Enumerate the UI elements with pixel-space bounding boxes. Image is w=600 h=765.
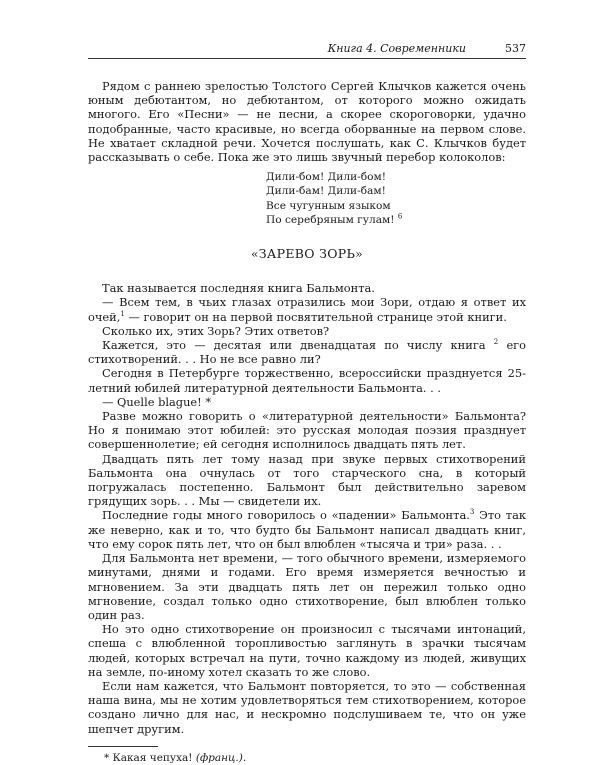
paragraph: [88, 281, 526, 295]
verse-line: Дили-бам! Дили-бам!: [266, 185, 386, 198]
paragraph-text: Для Бальмонта нет времени, — того обычного времени, измеряемого минутами, днями и годами. Его время измеряется вечностью и мгновением. За эти двадцать пять лет он пережил только одно мгновение, создал только одно стихотворение, был влюблен только один раз.: [88, 551, 526, 622]
header-title: Книга 4. Современники: [327, 42, 466, 55]
paragraph-text: Но это одно стихотворение он произносил с тысячами интонаций, спеша с влюбленной торопливостью заглянуть в зрачки тысячам людей, которых встречал на пути, точно каждому из людей, живущих на земле, по-иному хотел сказать то же слово.: [88, 622, 526, 679]
paragraph-text: — Всем тем, в чьих глазах отразились мои Зори, отдаю я ответ их очей,: [88, 295, 526, 324]
paragraph-text: Последние годы много говорилось о «падении» Бальмонта.: [102, 508, 470, 523]
paragraph: [88, 679, 526, 736]
paragraph-text: его стихотворений. . . Но не все равно ли?: [88, 338, 527, 367]
paragraph-text: Сколько их, этих Зорь? Этих ответов?: [102, 323, 330, 338]
paragraph: [88, 366, 526, 394]
paragraph-text: — говорит он на первой посвятительной странице этой книги.: [124, 309, 507, 324]
paragraph: [88, 622, 526, 679]
paragraph: [88, 452, 526, 509]
paragraph: [88, 508, 526, 551]
verse-line: Дили-бом! Дили-бом!: [266, 171, 386, 184]
verse-line: [266, 213, 526, 227]
footnote-divider: [88, 746, 158, 747]
footnote-language: (франц.).: [195, 751, 247, 764]
paragraph-text: Это так же неверно, как и то, что будто бы Бальмонт написал двадцать книг, что ему сорок пять лет, что он был влюблен «тысяча и три» раза. . .: [88, 508, 526, 551]
book-page: [88, 38, 526, 765]
footnote-mark: *: [104, 751, 110, 764]
paragraph: [88, 295, 526, 323]
paragraph-text: Сегодня в Петербурге торжественно, всероссийски празднуется 25-летний юбилей литературной деятельности Бальмонта. . .: [88, 366, 526, 395]
note-ref: 3: [469, 508, 475, 517]
paragraph-text: Кажется, это — десятая или двенадцатая по числу книга: [102, 338, 486, 353]
paragraph-text: Двадцать пять лет тому назад при звуке первых стихотворений Бальмонта она очнулась от того старческого сна, в который погружалась постепенно. Бальмонт был действительно заревом грядущих зорь. . . Мы — свидетели их.: [88, 451, 526, 509]
paragraph-text: — Quelle blague! *: [102, 394, 212, 409]
footnote: [104, 751, 526, 765]
note-ref: 2: [493, 338, 499, 347]
note-ref: 1: [120, 309, 125, 318]
paragraph: [88, 409, 526, 452]
paragraph: [88, 395, 526, 409]
paragraph: [88, 324, 526, 338]
page-number: 537: [505, 42, 526, 55]
verse-line-text: По серебряным гулам!: [266, 213, 395, 226]
section-heading: «ЗАРЕВО ЗОРЬ»: [250, 246, 364, 262]
running-header: [88, 38, 526, 59]
footnote-text: Какая чепуха!: [112, 751, 193, 764]
paragraph: [88, 338, 526, 366]
intro-paragraph: Рядом с раннею зрелостью Толстого Сергей Клычков кажется очень юным дебютантом, но дебютантом, от которого можно ожидать многого. Его «Песни» — не песни, а скорее скороговорки, удачно подобранные, часто красивые, но всегда оборванные на первом слове. Не хватает складной речи. Хочется послушать, как С. Клычков будет рассказывать о себе. Пока же это лишь звучный перебор колоколов:: [88, 79, 526, 165]
verse-quote: [266, 170, 526, 227]
paragraph-text: Если нам кажется, что Бальмонт повторяется, то это — собственная наша вина, мы не хотим удовлетворяться тем стихотворением, которое создано лично для нас, и нескромно подслушиваем те, что он уже шепчет другим.: [88, 678, 526, 736]
paragraph-text: Разве можно говорить о «литературной деятельности» Бальмонта? Но я понимаю этот юбилей: это русская молодая поэзия празднует совершеннолетие; ей сегодня исполнилось двадцать пять лет.: [88, 409, 526, 452]
paragraph-text: Так называется последняя книга Бальмонта.: [102, 281, 375, 296]
note-ref: 6: [397, 212, 403, 221]
verse-line: Все чугунным языком: [266, 199, 391, 212]
main-text: [88, 79, 526, 765]
paragraph: [88, 551, 526, 622]
